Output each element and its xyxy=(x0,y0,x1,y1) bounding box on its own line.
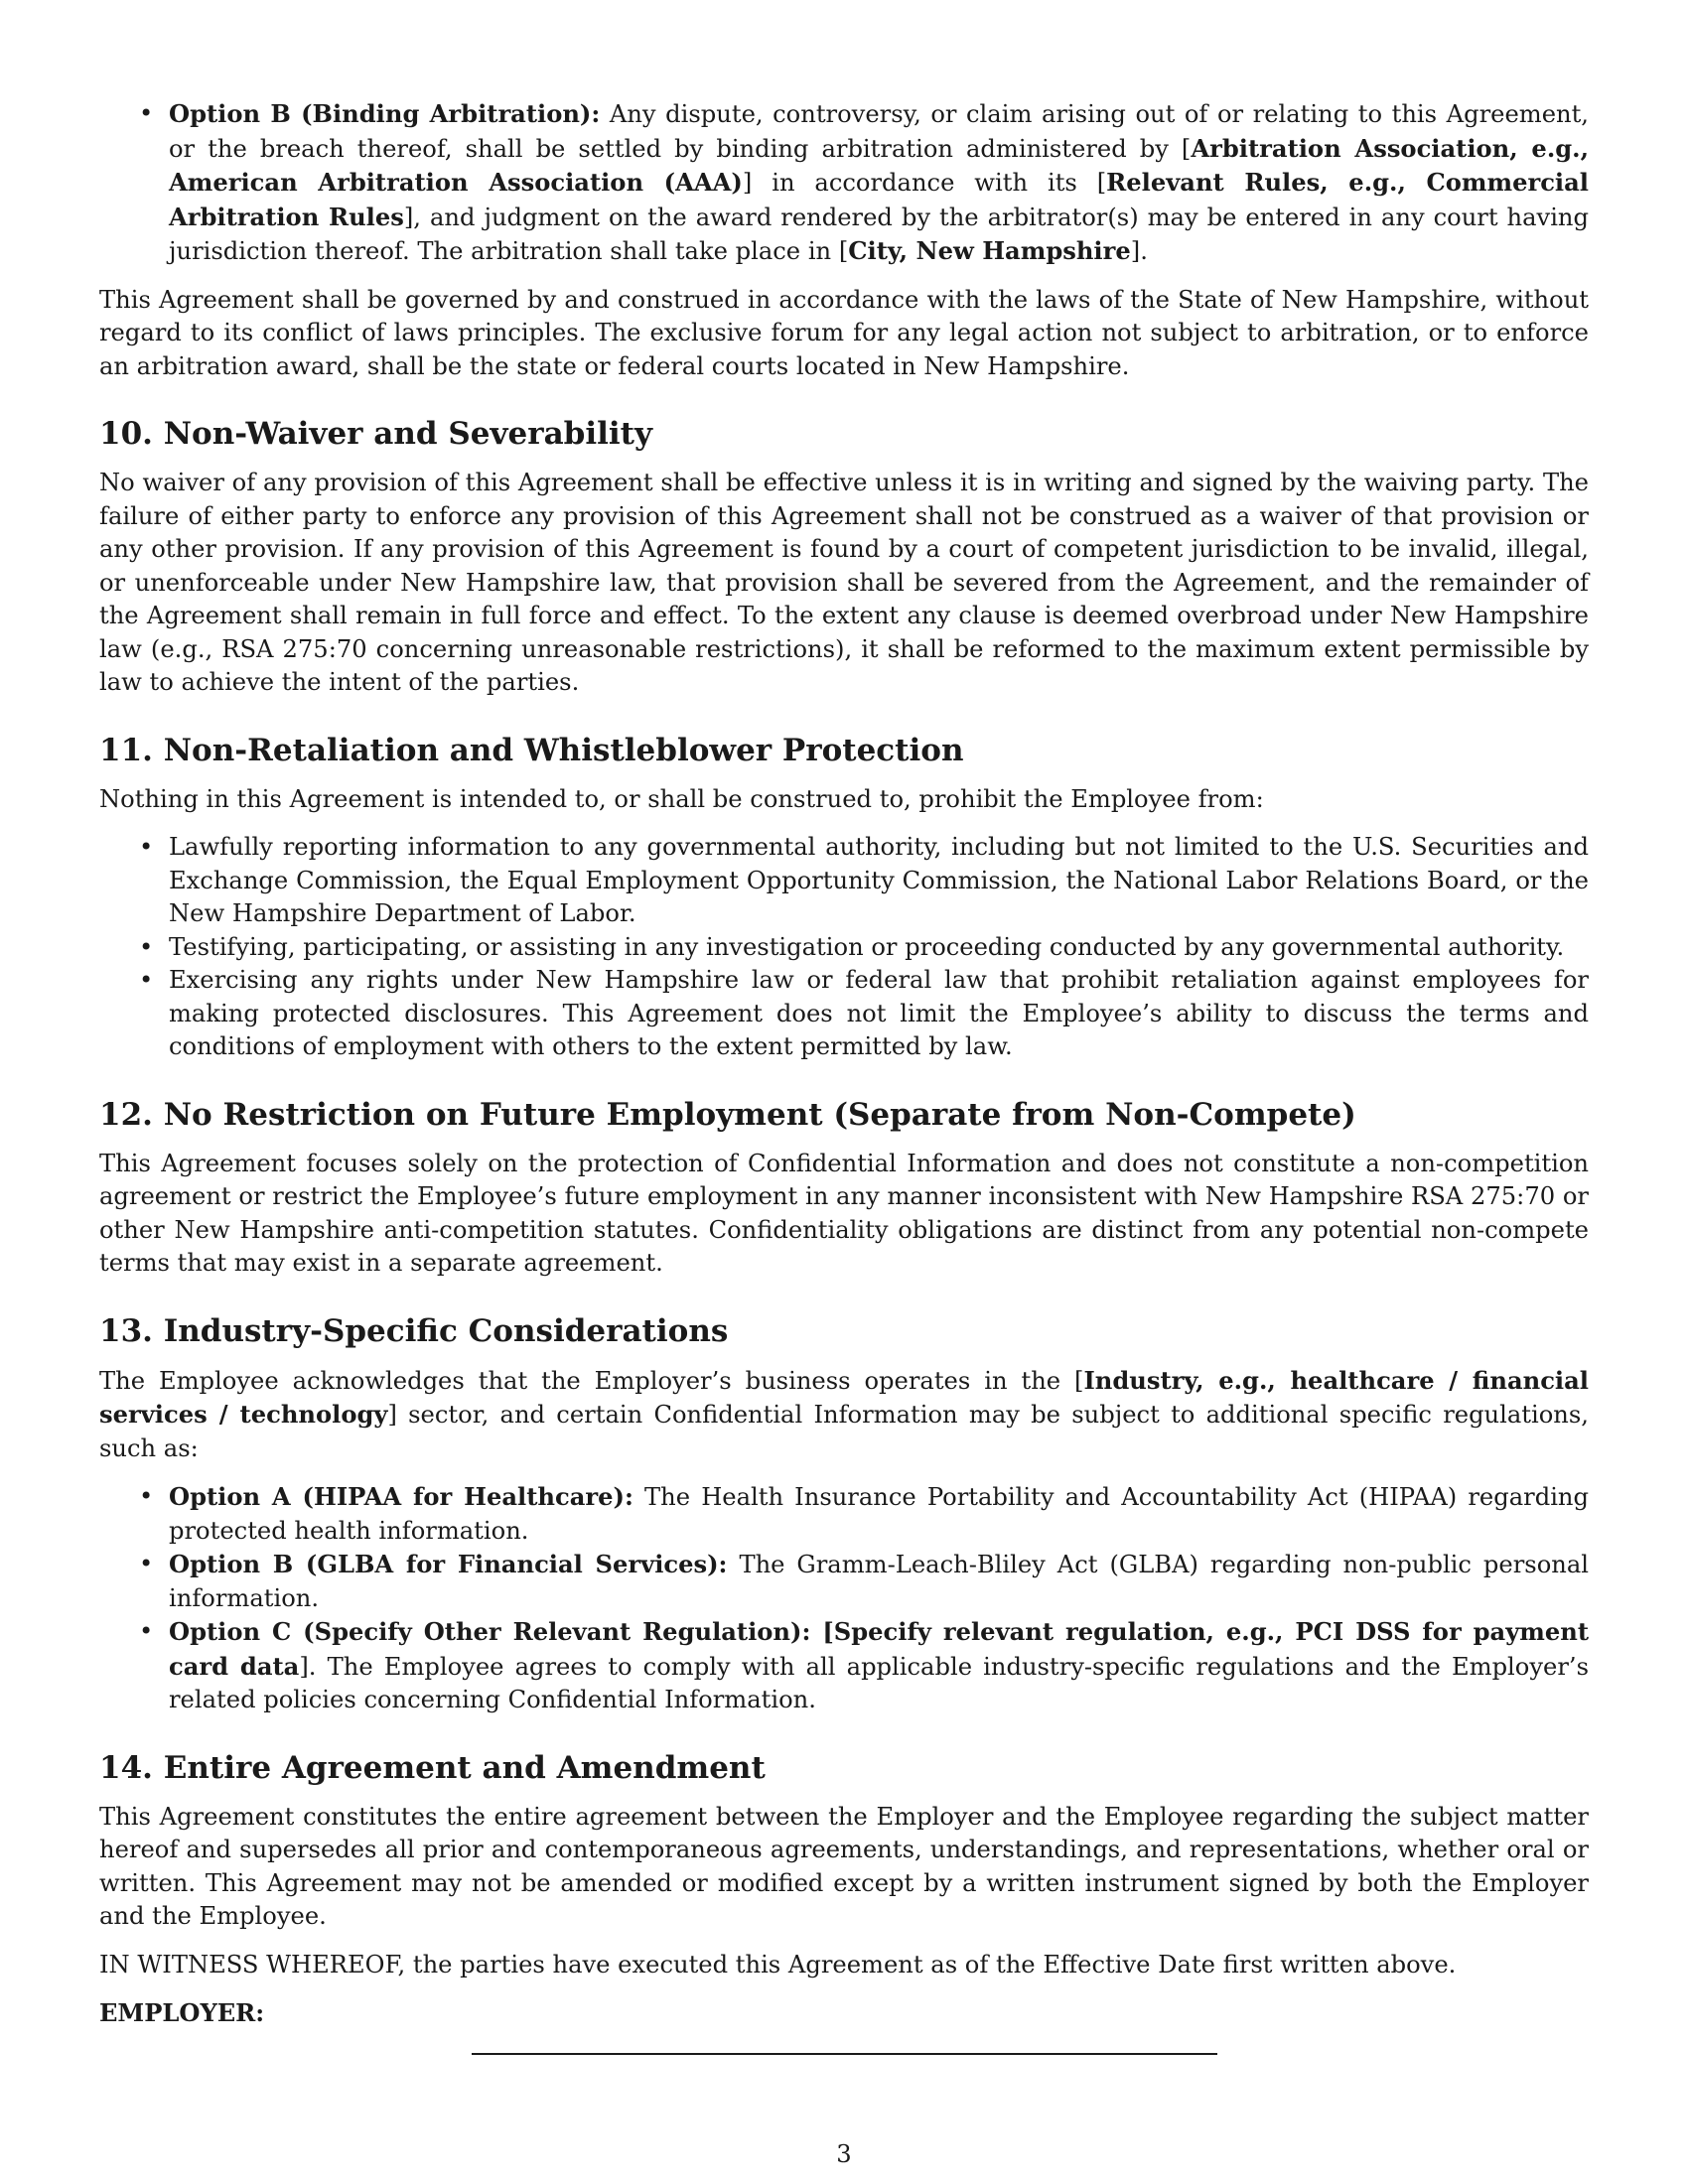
option-label: Option A (HIPAA for Healthcare): xyxy=(169,1482,633,1511)
section-12-body: This Agreement focuses solely on the protection of Confidential Information and does not constitute a non-competition agreement or restrict the Employee’s future employment in any manner inconsistent with New Hampshire RSA 275:70 or other New Hampshire anti-competition statutes. Confidentiality obligations are distinct from any potential non-compete terms that may exist in a separate agreement. xyxy=(99,1149,1589,1277)
text-run: ] sector, and certain Confidential Information may be subject to additional specific regulations, such as: xyxy=(99,1401,1589,1462)
arbitration-option-list xyxy=(99,97,1589,269)
section-heading-13: 13. Industry-Specific Considerations xyxy=(99,1312,729,1349)
section-13-intro xyxy=(99,1364,1589,1466)
list-item: • Exercising any rights under New Hampshire law or federal law that prohibit retaliation against employees for making protected disclosures. This Agreement does not limit the Employee’s ability to discuss the terms and conditions of employment with others to the extent permitted by law. xyxy=(99,964,1589,1064)
list-item: • Testifying, participating, or assisting in any investigation or proceeding conducted by any governmental authority. xyxy=(99,931,1589,965)
list-item xyxy=(99,1480,1589,1548)
placeholder-text: Relevant Rules, e.g., Commercial Arbitration Rules xyxy=(169,168,1589,231)
document-page xyxy=(99,97,1589,2045)
text-run: The Gramm-Leach-Bliley Act (GLBA) regarding non-public personal information. xyxy=(169,1551,1589,1612)
section-10-body: No waiver of any provision of this Agreement shall be effective unless it is in writing and signed by the waiving party. The failure of either party to enforce any provision of this Agreement shall not be construed as a waiver of that provision or any other provision. If any provision of this Agreement is found by a court of competent jurisdiction to be invalid, illegal, or unenforceable under New Hampshire law, that provision shall be severed from the Agreement, and the remainder of the Agreement shall remain in full force and effect. To the extent any clause is deemed overbroad under New Hampshire law (e.g., RSA 275:70 concerning unreasonable restrictions), it shall be reformed to the maximum extent permissible by law to achieve the intent of the parties. xyxy=(99,469,1589,696)
page-number: 3 xyxy=(836,2140,852,2168)
list-item xyxy=(99,1548,1589,1615)
witness-statement: IN WITNESS WHEREOF, the parties have executed this Agreement as of the Effective Date first written above. xyxy=(99,1950,1457,1979)
list-item xyxy=(99,97,1589,269)
text-run: ], and judgment on the award rendered by the arbitrator(s) may be entered in any court having jurisdiction thereof. The arbitration shall take place in [ xyxy=(169,203,1589,265)
text-run: ]. The Employee agrees to comply with all applicable industry-specific regulations and the Employer’s related policies concerning Confidential Information. xyxy=(169,1652,1589,1713)
section-heading-12: 12. No Restriction on Future Employment (Separate from Non-Compete) xyxy=(99,1096,1356,1133)
option-label: Option B (Binding Arbitration): xyxy=(169,99,601,128)
list-item xyxy=(99,1615,1589,1717)
placeholder-text: Arbitration Association, e.g., American Arbitration Association (AAA) xyxy=(169,133,1589,197)
employer-label: EMPLOYER: xyxy=(99,1998,265,2027)
section-11-intro: Nothing in this Agreement is intended to, or shall be construed to, prohibit the Employee from: xyxy=(99,784,1264,813)
text-run: ]. xyxy=(1130,237,1148,265)
placeholder-text: City, New Hampshire xyxy=(848,236,1131,265)
placeholder-text: Industry, e.g., healthcare / financial services / technology xyxy=(99,1365,1589,1429)
section-heading-14: 14. Entire Agreement and Amendment xyxy=(99,1749,766,1786)
text-run: Any dispute, controversy, or claim arising out of or relating to this Agreement, or the breach thereof, shall be settled by binding arbitration administered by [ xyxy=(169,100,1589,163)
text-run: ] in accordance with its [ xyxy=(742,169,1107,197)
industry-options-list xyxy=(99,1480,1589,1717)
section-14-body: This Agreement constitutes the entire agreement between the Employer and the Employee regarding the subject matter hereof and supersedes all prior and contemporaneous agreements, understandings, and representations, whether oral or written. This Agreement may not be amended or modified except by a written instrument signed by both the Employer and the Employee. xyxy=(99,1802,1589,1930)
section-heading-11: 11. Non-Retaliation and Whistleblower Protection xyxy=(99,732,964,768)
option-label: Option B (GLBA for Financial Services): xyxy=(169,1550,728,1578)
list-item: • Lawfully reporting information to any governmental authority, including but not limited to the U.S. Securities and Exchange Commission, the Equal Employment Opportunity Commission, the National Labor Relations Board, or the New Hampshire Department of Labor. xyxy=(99,831,1589,931)
placeholder-text: Specify relevant regulation, e.g., PCI DSS for payment card data xyxy=(169,1617,1589,1681)
text-run: The Employee acknowledges that the Employer’s business operates in the [ xyxy=(99,1366,1084,1395)
option-label: Option C (Specify Other Relevant Regulation): xyxy=(169,1617,811,1646)
governing-law-paragraph: This Agreement shall be governed by and construed in accordance with the laws of the State of New Hampshire, without regard to its conflict of laws principles. The exclusive forum for any legal action not subject to arbitration, or to enforce an arbitration award, shall be the state or federal courts located in New Hampshire. xyxy=(99,285,1589,380)
text-run: The Health Insurance Portability and Accountability Act (HIPAA) regarding protected health information. xyxy=(169,1483,1589,1545)
text-run: [ xyxy=(810,1617,834,1646)
whistleblower-list xyxy=(99,831,1589,1064)
section-heading-10: 10. Non-Waiver and Severability xyxy=(99,416,652,452)
signature-line xyxy=(472,2053,1217,2055)
